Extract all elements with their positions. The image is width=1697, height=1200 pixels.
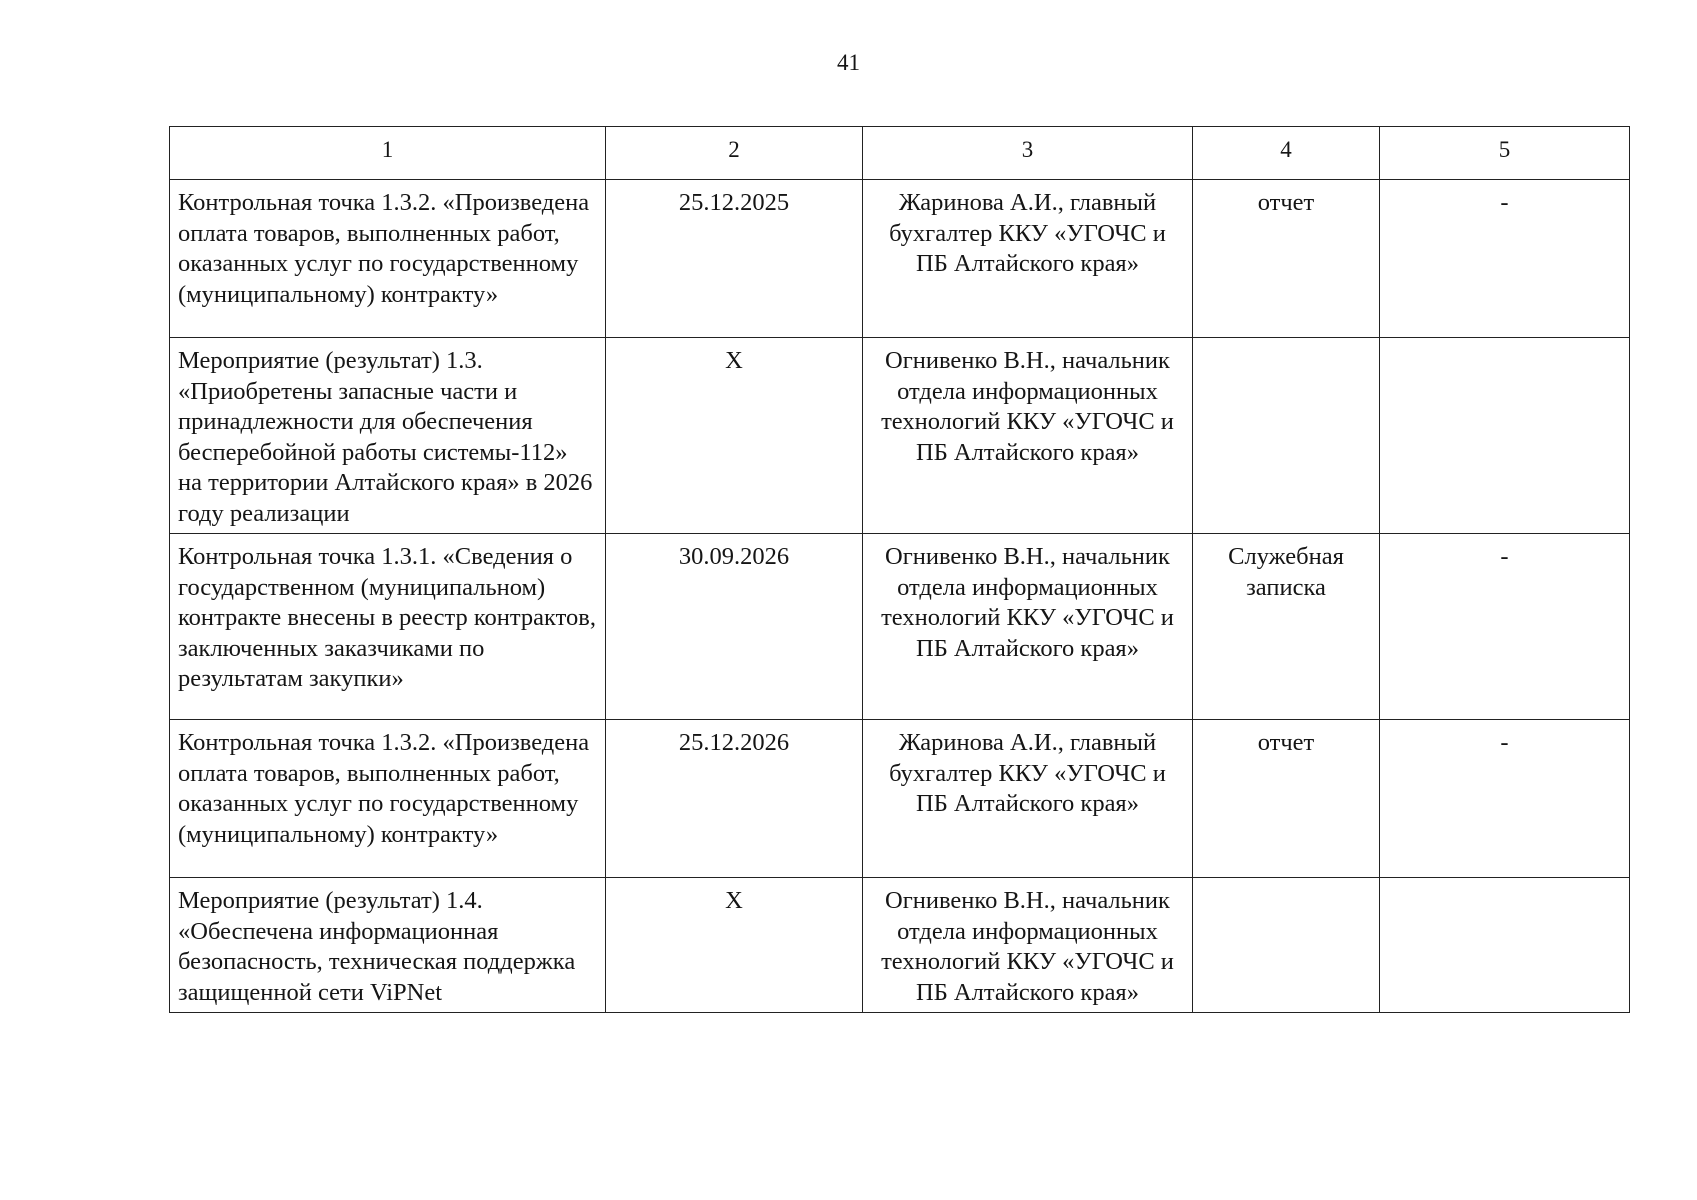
deadline-cell: 30.09.2026 [606, 534, 863, 720]
system-cell [1380, 878, 1630, 1013]
system-cell: - [1380, 534, 1630, 720]
document-type-cell [1193, 878, 1380, 1013]
responsible-cell: Огнивенко В.Н., начальник отдела информационных технологий ККУ «УГОЧС и ПБ Алтайского края» [863, 878, 1193, 1013]
system-cell: - [1380, 180, 1630, 338]
deadline-cell: 25.12.2025 [606, 180, 863, 338]
event-name: Мероприятие (результат) 1.3. «Приобретены запасные части и принадлежности для обеспечения бесперебойной работы системы-112» на территории Алтайского края» в 2026 году реализации [170, 338, 606, 534]
deadline-cell: 25.12.2026 [606, 720, 863, 878]
responsible-cell: Жаринова А.И., главный бухгалтер ККУ «УГОЧС и ПБ Алтайского края» [863, 180, 1193, 338]
header-row [170, 127, 1630, 180]
table-row [170, 338, 1630, 534]
responsible-cell: Огнивенко В.Н., начальник отдела информационных технологий ККУ «УГОЧС и ПБ Алтайского края» [863, 534, 1193, 720]
document-type-cell [1193, 338, 1380, 534]
system-cell: - [1380, 720, 1630, 878]
header-cell-2: 2 [606, 127, 863, 180]
document-type-cell: отчет [1193, 720, 1380, 878]
checkpoint-name: Контрольная точка 1.3.1. «Сведения о государственном (муниципальном) контракте внесены в реестр контрактов, заключенных заказчиками по результатам закупки» [170, 534, 606, 720]
event-name: Мероприятие (результат) 1.4. «Обеспечена информационная безопасность, техническая поддержка защищенной сети ViPNet [170, 878, 606, 1013]
plan-table [169, 126, 1630, 1013]
deadline-cell: Х [606, 878, 863, 1013]
header-cell-3: 3 [863, 127, 1193, 180]
responsible-cell: Жаринова А.И., главный бухгалтер ККУ «УГОЧС и ПБ Алтайского края» [863, 720, 1193, 878]
document-type-cell: отчет [1193, 180, 1380, 338]
header-cell-1: 1 [170, 127, 606, 180]
table-row [170, 720, 1630, 878]
deadline-cell: Х [606, 338, 863, 534]
system-cell [1380, 338, 1630, 534]
document-type-cell: Служебная записка [1193, 534, 1380, 720]
checkpoint-name: Контрольная точка 1.3.2. «Произведена оплата товаров, выполненных работ, оказанных услуг по государственному (муниципальному) контракту» [170, 720, 606, 878]
table-row [170, 534, 1630, 720]
table-row [170, 878, 1630, 1013]
header-cell-4: 4 [1193, 127, 1380, 180]
checkpoint-name: Контрольная точка 1.3.2. «Произведена оплата товаров, выполненных работ, оказанных услуг по государственному (муниципальному) контракту» [170, 180, 606, 338]
table-row [170, 180, 1630, 338]
header-cell-5: 5 [1380, 127, 1630, 180]
page-number: 41 [837, 50, 860, 75]
responsible-cell: Огнивенко В.Н., начальник отдела информационных технологий ККУ «УГОЧС и ПБ Алтайского края» [863, 338, 1193, 534]
